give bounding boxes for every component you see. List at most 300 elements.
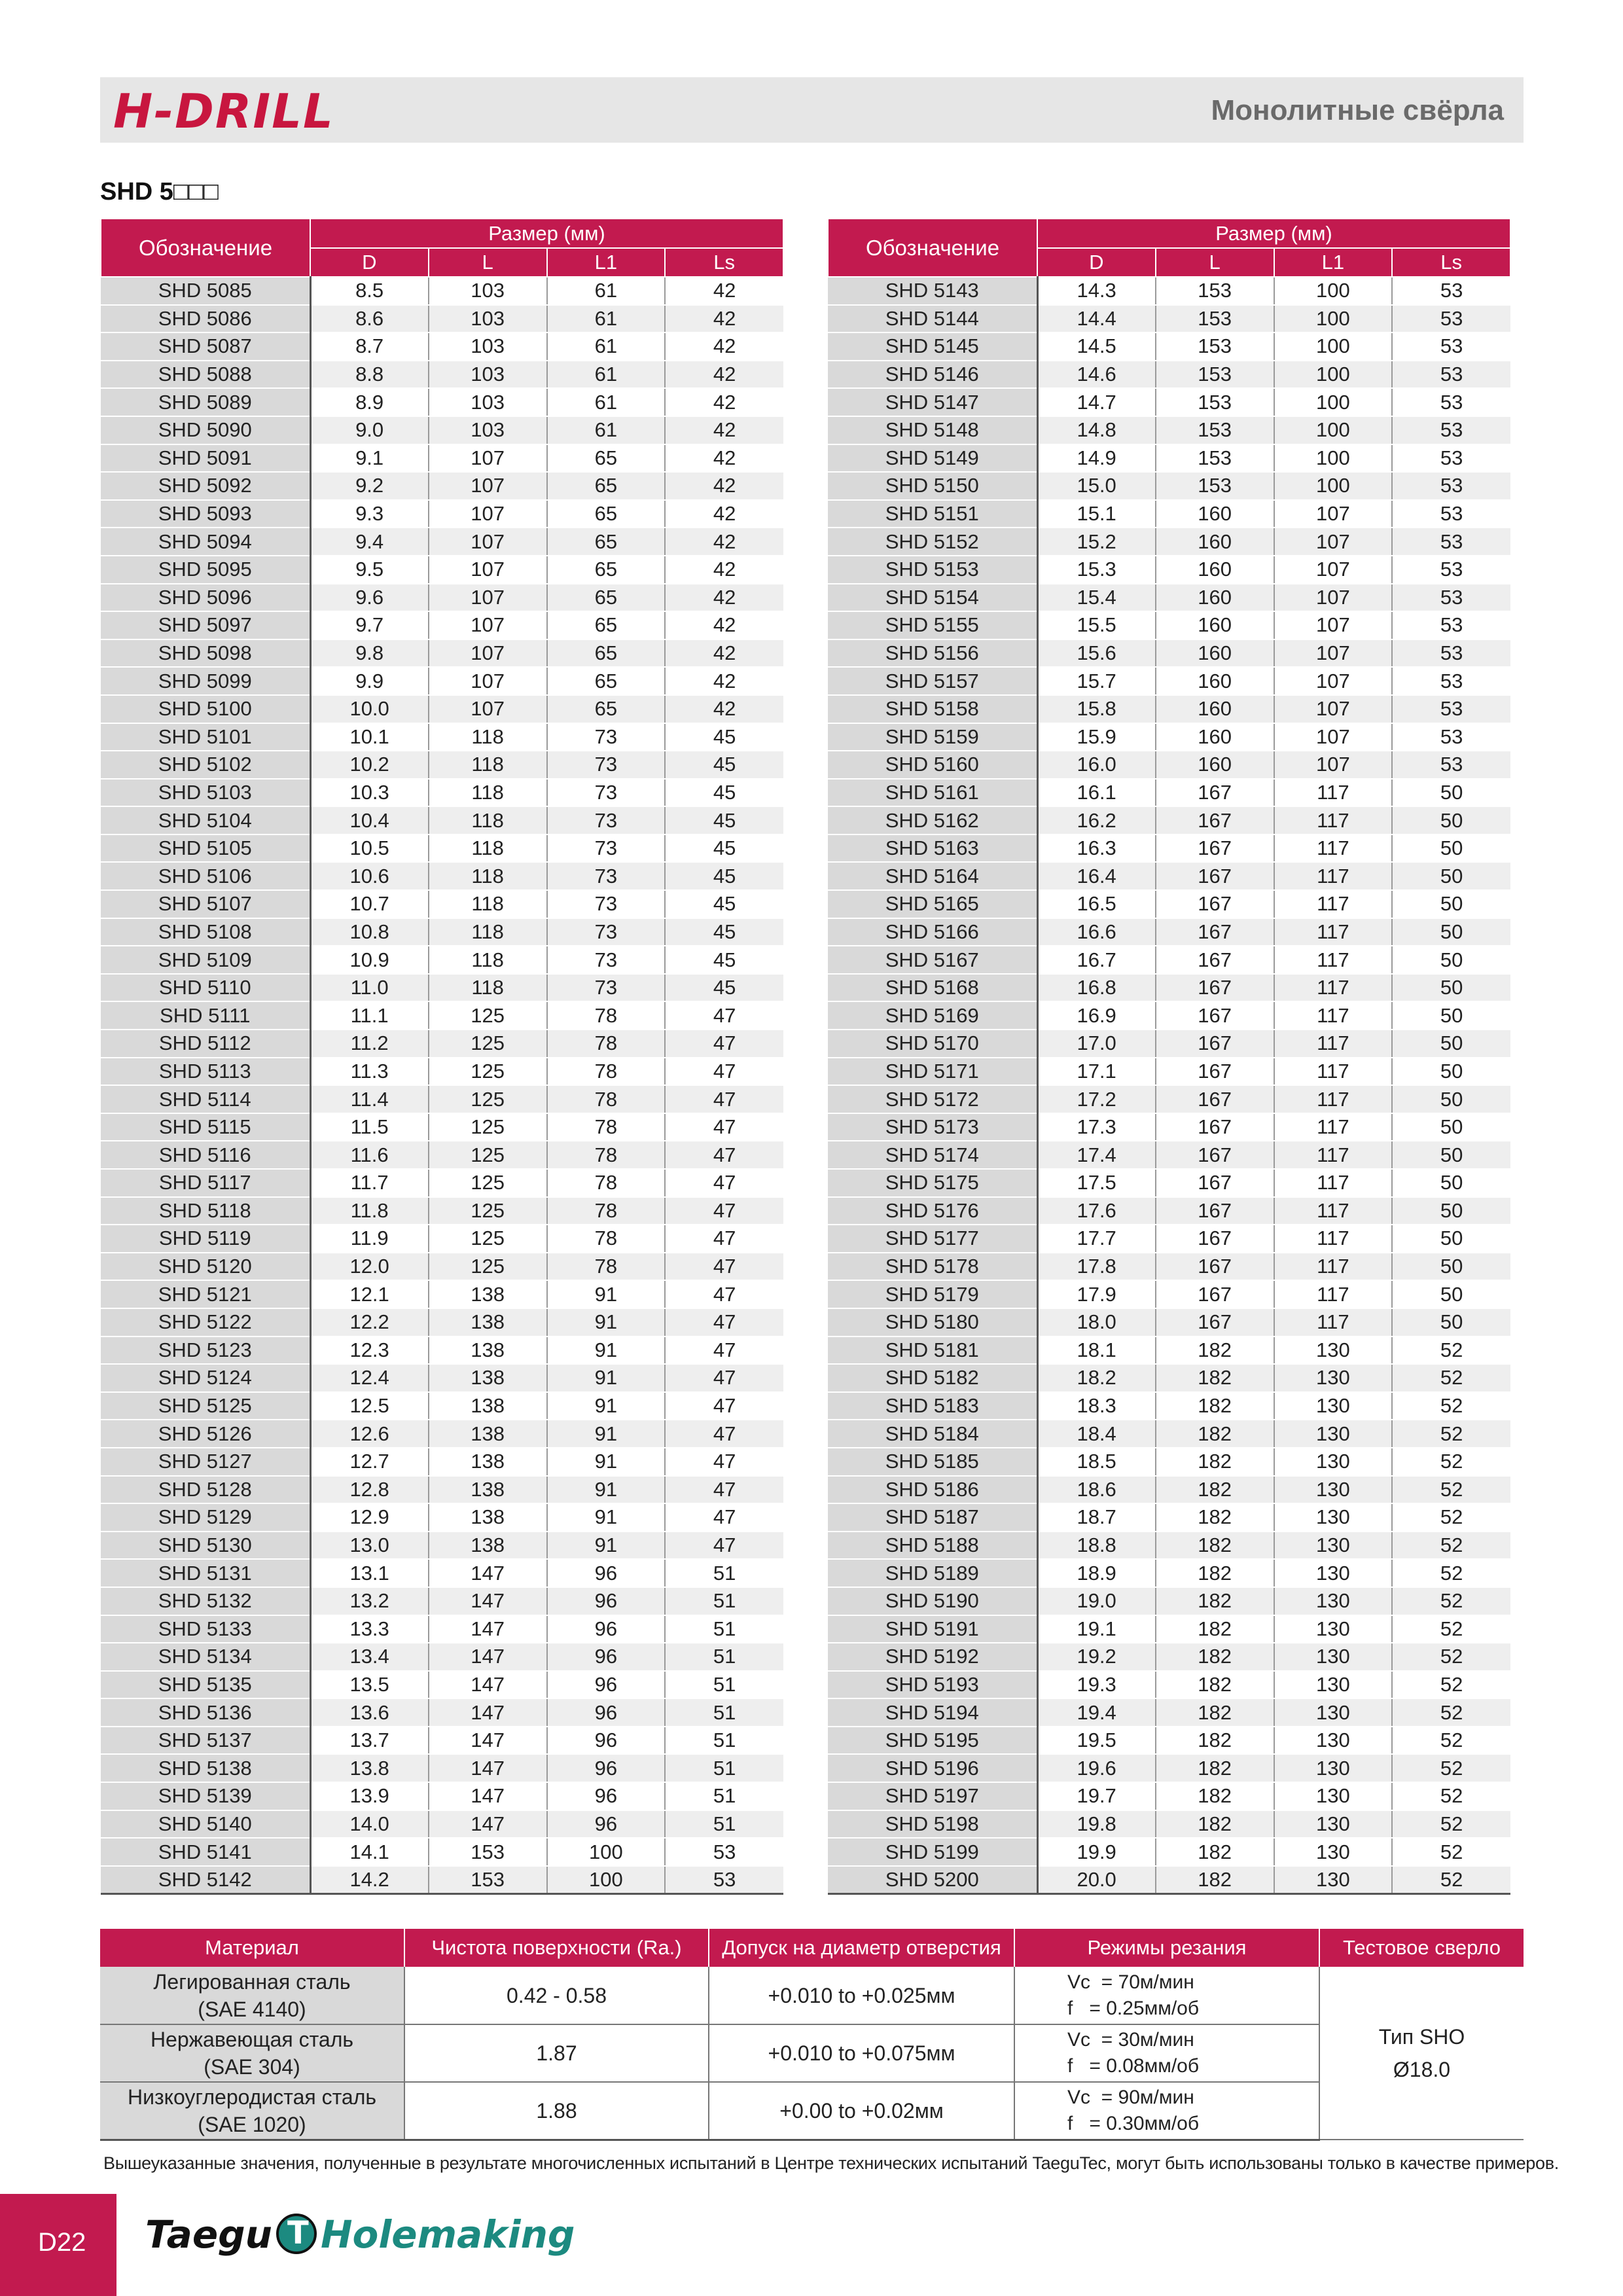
- l1-cell: 107: [1274, 667, 1393, 695]
- l1-cell: 100: [547, 1866, 666, 1894]
- d-cell: 18.2: [1037, 1364, 1156, 1392]
- ls-cell: 50: [1392, 890, 1510, 918]
- d-cell: 8.9: [310, 388, 429, 416]
- l1-cell: 117: [1274, 1253, 1393, 1281]
- table-row: [828, 1030, 1510, 1058]
- ls-cell: 51: [665, 1559, 783, 1587]
- table-row: [101, 472, 783, 500]
- d-cell: 19.5: [1037, 1727, 1156, 1755]
- d-cell: 11.7: [310, 1169, 429, 1197]
- l1-cell: 130: [1274, 1392, 1393, 1420]
- designation-cell: SHD 5184: [828, 1420, 1037, 1448]
- d-cell: 19.1: [1037, 1615, 1156, 1643]
- ls-cell: 47: [665, 1169, 783, 1197]
- table-row: [101, 332, 783, 361]
- ls-cell: 47: [665, 1001, 783, 1030]
- ls-cell: 47: [665, 1225, 783, 1253]
- l1-cell: 65: [547, 667, 666, 695]
- d-cell: 10.9: [310, 946, 429, 974]
- l-cell: 107: [429, 639, 547, 668]
- ls-cell: 52: [1392, 1727, 1510, 1755]
- ls-cell: 53: [665, 1866, 783, 1894]
- d-cell: 13.4: [310, 1643, 429, 1671]
- ls-cell: 45: [665, 918, 783, 946]
- l1-cell: 130: [1274, 1671, 1393, 1699]
- designation-cell: SHD 5186: [828, 1476, 1037, 1504]
- l1-cell: 65: [547, 528, 666, 556]
- l1-cell: 78: [547, 1253, 666, 1281]
- ls-cell: 52: [1392, 1448, 1510, 1476]
- ls-cell: 47: [665, 1364, 783, 1392]
- d-cell: 18.8: [1037, 1532, 1156, 1560]
- table-row: [828, 1587, 1510, 1615]
- ls-cell: 47: [665, 1030, 783, 1058]
- designation-cell: SHD 5092: [101, 472, 310, 500]
- l1-cell: 130: [1274, 1559, 1393, 1587]
- table-row: [101, 1587, 783, 1615]
- designation-cell: SHD 5197: [828, 1782, 1037, 1810]
- l-cell: 182: [1156, 1866, 1274, 1894]
- table-row: [828, 305, 1510, 333]
- designation-cell: SHD 5144: [828, 305, 1037, 333]
- col-ls-header: Ls: [1392, 248, 1510, 277]
- l1-cell: 96: [547, 1559, 666, 1587]
- l1-cell: 91: [547, 1392, 666, 1420]
- table-row: [828, 1169, 1510, 1197]
- ls-cell: 47: [665, 1280, 783, 1308]
- table-row: [828, 1392, 1510, 1420]
- col-d-header: D: [310, 248, 429, 277]
- table-row: [101, 1615, 783, 1643]
- table-row: [828, 695, 1510, 723]
- l1-cell: 61: [547, 361, 666, 389]
- table-row: [828, 779, 1510, 807]
- ls-cell: 45: [665, 946, 783, 974]
- ls-cell: 53: [1392, 639, 1510, 668]
- designation-cell: SHD 5190: [828, 1587, 1037, 1615]
- l1-cell: 117: [1274, 890, 1393, 918]
- ls-cell: 50: [1392, 806, 1510, 834]
- d-cell: 16.2: [1037, 806, 1156, 834]
- l1-cell: 65: [547, 695, 666, 723]
- d-cell: 10.3: [310, 779, 429, 807]
- l1-cell: 100: [1274, 388, 1393, 416]
- l1-cell: 130: [1274, 1532, 1393, 1560]
- ls-cell: 52: [1392, 1671, 1510, 1699]
- l-cell: 118: [429, 723, 547, 751]
- designation-cell: SHD 5178: [828, 1253, 1037, 1281]
- d-cell: 15.7: [1037, 667, 1156, 695]
- d-cell: 11.4: [310, 1085, 429, 1113]
- designation-cell: SHD 5150: [828, 472, 1037, 500]
- designation-cell: SHD 5169: [828, 1001, 1037, 1030]
- ls-cell: 50: [1392, 946, 1510, 974]
- d-cell: 14.9: [1037, 444, 1156, 473]
- designation-cell: SHD 5174: [828, 1141, 1037, 1169]
- table-row: [828, 1727, 1510, 1755]
- l-cell: 138: [429, 1476, 547, 1504]
- l1-cell: 65: [547, 500, 666, 528]
- l-cell: 182: [1156, 1671, 1274, 1699]
- l-cell: 147: [429, 1810, 547, 1839]
- designation-cell: SHD 5192: [828, 1643, 1037, 1671]
- l1-cell: 130: [1274, 1838, 1393, 1866]
- table-row: [828, 1197, 1510, 1225]
- d-cell: 11.6: [310, 1141, 429, 1169]
- l-cell: 147: [429, 1782, 547, 1810]
- col-designation-header: Обозначение: [101, 219, 310, 277]
- ls-cell: 52: [1392, 1698, 1510, 1727]
- l1-cell: 65: [547, 611, 666, 639]
- product-table-left-body: [101, 277, 783, 1893]
- l1-cell: 73: [547, 806, 666, 834]
- d-cell: 13.7: [310, 1727, 429, 1755]
- l-cell: 138: [429, 1420, 547, 1448]
- d-cell: 13.1: [310, 1559, 429, 1587]
- l-cell: 153: [1156, 332, 1274, 361]
- material-cell: Нержавеющая сталь (SAE 304): [100, 2024, 404, 2082]
- table-row: [828, 1810, 1510, 1839]
- ls-cell: 42: [665, 556, 783, 584]
- d-cell: 11.1: [310, 1001, 429, 1030]
- col-l-header: L: [1156, 248, 1274, 277]
- designation-cell: SHD 5095: [101, 556, 310, 584]
- d-cell: 18.7: [1037, 1503, 1156, 1532]
- ls-cell: 47: [665, 1392, 783, 1420]
- designation-cell: SHD 5091: [101, 444, 310, 473]
- l1-cell: 130: [1274, 1420, 1393, 1448]
- designation-cell: SHD 5126: [101, 1420, 310, 1448]
- d-cell: 17.9: [1037, 1280, 1156, 1308]
- d-cell: 16.9: [1037, 1001, 1156, 1030]
- material-cell: Легированная сталь (SAE 4140): [100, 1967, 404, 2024]
- designation-cell: SHD 5088: [101, 361, 310, 389]
- designation-cell: SHD 5096: [101, 584, 310, 612]
- d-cell: 16.1: [1037, 779, 1156, 807]
- designation-cell: SHD 5139: [101, 1782, 310, 1810]
- table-row: [101, 388, 783, 416]
- l1-cell: 91: [547, 1308, 666, 1336]
- ls-cell: 53: [1392, 472, 1510, 500]
- l-cell: 182: [1156, 1838, 1274, 1866]
- ls-cell: 52: [1392, 1643, 1510, 1671]
- designation-cell: SHD 5159: [828, 723, 1037, 751]
- l-cell: 107: [429, 444, 547, 473]
- table-row: [101, 974, 783, 1002]
- designation-cell: SHD 5132: [101, 1587, 310, 1615]
- l-cell: 107: [429, 500, 547, 528]
- table-row: [828, 974, 1510, 1002]
- d-cell: 9.8: [310, 639, 429, 668]
- table-row: [828, 1698, 1510, 1727]
- ls-cell: 51: [665, 1698, 783, 1727]
- l1-cell: 117: [1274, 862, 1393, 890]
- table-row: [100, 1967, 1524, 2024]
- d-cell: 20.0: [1037, 1866, 1156, 1894]
- table-row: [101, 1058, 783, 1086]
- l-cell: 125: [429, 1141, 547, 1169]
- ls-cell: 50: [1392, 1225, 1510, 1253]
- designation-cell: SHD 5087: [101, 332, 310, 361]
- d-cell: 15.3: [1037, 556, 1156, 584]
- designation-cell: SHD 5172: [828, 1085, 1037, 1113]
- l-cell: 182: [1156, 1448, 1274, 1476]
- designation-cell: SHD 5148: [828, 416, 1037, 444]
- d-cell: 17.7: [1037, 1225, 1156, 1253]
- l-cell: 138: [429, 1308, 547, 1336]
- ls-cell: 53: [1392, 332, 1510, 361]
- h-drill-logo: H-DRILL: [113, 84, 334, 139]
- d-cell: 19.3: [1037, 1671, 1156, 1699]
- l-cell: 160: [1156, 723, 1274, 751]
- table-row: [101, 890, 783, 918]
- cutting-data-table: [100, 1929, 1524, 2141]
- table-row: [828, 1615, 1510, 1643]
- cutting-conditions-cell: Vc = 30м/мин f = 0.08мм/об: [1014, 2024, 1319, 2082]
- d-cell: 19.9: [1037, 1838, 1156, 1866]
- d-cell: 9.9: [310, 667, 429, 695]
- table-row: [101, 444, 783, 473]
- d-cell: 9.4: [310, 528, 429, 556]
- l1-cell: 117: [1274, 779, 1393, 807]
- col-designation-header: Обозначение: [828, 219, 1037, 277]
- l-cell: 125: [429, 1030, 547, 1058]
- d-cell: 16.6: [1037, 918, 1156, 946]
- d-cell: 10.1: [310, 723, 429, 751]
- table-row: [101, 639, 783, 668]
- l1-cell: 130: [1274, 1503, 1393, 1532]
- l1-cell: 73: [547, 834, 666, 863]
- table-row: [101, 1754, 783, 1782]
- l1-cell: 73: [547, 918, 666, 946]
- d-cell: 9.7: [310, 611, 429, 639]
- designation-cell: SHD 5124: [101, 1364, 310, 1392]
- designation-cell: SHD 5122: [101, 1308, 310, 1336]
- designation-cell: SHD 5131: [101, 1559, 310, 1587]
- ls-cell: 45: [665, 723, 783, 751]
- ls-cell: 42: [665, 472, 783, 500]
- d-cell: 18.6: [1037, 1476, 1156, 1504]
- l1-cell: 107: [1274, 500, 1393, 528]
- d-cell: 12.1: [310, 1280, 429, 1308]
- designation-cell: SHD 5153: [828, 556, 1037, 584]
- table-row: [101, 779, 783, 807]
- l-cell: 118: [429, 834, 547, 863]
- table-row: [101, 1253, 783, 1281]
- d-cell: 18.9: [1037, 1559, 1156, 1587]
- l1-cell: 100: [1274, 416, 1393, 444]
- l-cell: 153: [429, 1866, 547, 1894]
- table-row: [828, 1253, 1510, 1281]
- ls-cell: 53: [1392, 361, 1510, 389]
- l-cell: 167: [1156, 1197, 1274, 1225]
- table-row: [828, 444, 1510, 473]
- ls-cell: 53: [1392, 611, 1510, 639]
- l1-cell: 73: [547, 890, 666, 918]
- designation-cell: SHD 5128: [101, 1476, 310, 1504]
- d-cell: 16.5: [1037, 890, 1156, 918]
- l1-cell: 73: [547, 723, 666, 751]
- d-cell: 10.7: [310, 890, 429, 918]
- l-cell: 147: [429, 1671, 547, 1699]
- ls-cell: 52: [1392, 1587, 1510, 1615]
- table-row: [828, 1671, 1510, 1699]
- designation-cell: SHD 5151: [828, 500, 1037, 528]
- l-cell: 167: [1156, 1058, 1274, 1086]
- l1-cell: 91: [547, 1336, 666, 1365]
- tolerance-cell: +0.00 to +0.02мм: [709, 2082, 1014, 2140]
- table-row: [828, 1503, 1510, 1532]
- l1-cell: 61: [547, 416, 666, 444]
- table-row: [101, 1030, 783, 1058]
- d-cell: 13.9: [310, 1782, 429, 1810]
- designation-cell: SHD 5200: [828, 1866, 1037, 1894]
- d-cell: 12.5: [310, 1392, 429, 1420]
- d-cell: 17.2: [1037, 1085, 1156, 1113]
- cutting-conditions-cell: Vc = 70м/мин f = 0.25мм/об: [1014, 1967, 1319, 2024]
- l1-cell: 65: [547, 584, 666, 612]
- table-row: [828, 918, 1510, 946]
- table-row: [101, 1448, 783, 1476]
- l1-cell: 73: [547, 779, 666, 807]
- table-row: [101, 1782, 783, 1810]
- d-cell: 11.2: [310, 1030, 429, 1058]
- l1-cell: 73: [547, 946, 666, 974]
- d-cell: 15.6: [1037, 639, 1156, 668]
- designation-cell: SHD 5116: [101, 1141, 310, 1169]
- ls-cell: 51: [665, 1587, 783, 1615]
- designation-cell: SHD 5199: [828, 1838, 1037, 1866]
- designation-cell: SHD 5188: [828, 1532, 1037, 1560]
- l-cell: 107: [429, 584, 547, 612]
- d-cell: 16.0: [1037, 751, 1156, 779]
- l-cell: 182: [1156, 1643, 1274, 1671]
- ls-cell: 42: [665, 361, 783, 389]
- table-row: [101, 416, 783, 444]
- table-row: [828, 361, 1510, 389]
- designation-cell: SHD 5130: [101, 1532, 310, 1560]
- ls-cell: 53: [1392, 388, 1510, 416]
- designation-cell: SHD 5171: [828, 1058, 1037, 1086]
- l1-cell: 107: [1274, 611, 1393, 639]
- ls-cell: 42: [665, 611, 783, 639]
- l-cell: 160: [1156, 639, 1274, 668]
- designation-cell: SHD 5189: [828, 1559, 1037, 1587]
- l-cell: 167: [1156, 779, 1274, 807]
- l1-cell: 65: [547, 639, 666, 668]
- l-cell: 107: [429, 667, 547, 695]
- ls-cell: 42: [665, 332, 783, 361]
- l1-cell: 61: [547, 277, 666, 305]
- designation-cell: SHD 5149: [828, 444, 1037, 473]
- product-table-right: [827, 218, 1511, 1895]
- d-cell: 13.6: [310, 1698, 429, 1727]
- l-cell: 147: [429, 1754, 547, 1782]
- ls-cell: 52: [1392, 1838, 1510, 1866]
- ls-cell: 42: [665, 667, 783, 695]
- table-row: [828, 556, 1510, 584]
- l-cell: 167: [1156, 1113, 1274, 1141]
- designation-cell: SHD 5166: [828, 918, 1037, 946]
- l-cell: 182: [1156, 1476, 1274, 1504]
- ls-cell: 51: [665, 1782, 783, 1810]
- d-cell: 14.2: [310, 1866, 429, 1894]
- designation-cell: SHD 5109: [101, 946, 310, 974]
- d-cell: 12.7: [310, 1448, 429, 1476]
- table-row: [101, 1308, 783, 1336]
- designation-cell: SHD 5147: [828, 388, 1037, 416]
- page-title: Монолитные свёрла: [1211, 94, 1504, 126]
- l1-cell: 130: [1274, 1866, 1393, 1894]
- designation-cell: SHD 5177: [828, 1225, 1037, 1253]
- brand-logo: TaeguT Holemaking: [145, 2212, 575, 2257]
- designation-cell: SHD 5154: [828, 584, 1037, 612]
- d-cell: 8.8: [310, 361, 429, 389]
- table-row: [828, 1866, 1510, 1894]
- d-cell: 9.1: [310, 444, 429, 473]
- designation-cell: SHD 5129: [101, 1503, 310, 1532]
- header-tolerance: Допуск на диаметр отверстия: [709, 1929, 1014, 1967]
- l-cell: 103: [429, 332, 547, 361]
- l-cell: 125: [429, 1253, 547, 1281]
- l1-cell: 61: [547, 332, 666, 361]
- ls-cell: 53: [1392, 723, 1510, 751]
- l-cell: 167: [1156, 974, 1274, 1002]
- l-cell: 182: [1156, 1392, 1274, 1420]
- ls-cell: 53: [1392, 751, 1510, 779]
- l1-cell: 130: [1274, 1336, 1393, 1365]
- l-cell: 160: [1156, 584, 1274, 612]
- l-cell: 138: [429, 1448, 547, 1476]
- l-cell: 118: [429, 862, 547, 890]
- ls-cell: 52: [1392, 1754, 1510, 1782]
- designation-cell: SHD 5155: [828, 611, 1037, 639]
- ls-cell: 52: [1392, 1615, 1510, 1643]
- ls-cell: 50: [1392, 1308, 1510, 1336]
- l1-cell: 91: [547, 1364, 666, 1392]
- l-cell: 125: [429, 1058, 547, 1086]
- designation-cell: SHD 5119: [101, 1225, 310, 1253]
- d-cell: 11.8: [310, 1197, 429, 1225]
- designation-cell: SHD 5146: [828, 361, 1037, 389]
- designation-cell: SHD 5170: [828, 1030, 1037, 1058]
- l-cell: 118: [429, 779, 547, 807]
- l1-cell: 65: [547, 444, 666, 473]
- designation-cell: SHD 5193: [828, 1671, 1037, 1699]
- l-cell: 153: [1156, 444, 1274, 473]
- l-cell: 147: [429, 1587, 547, 1615]
- ls-cell: 42: [665, 584, 783, 612]
- table-row: [101, 1476, 783, 1504]
- table-row: [828, 472, 1510, 500]
- table-row: [101, 1197, 783, 1225]
- d-cell: 15.4: [1037, 584, 1156, 612]
- ls-cell: 53: [1392, 500, 1510, 528]
- d-cell: 13.2: [310, 1587, 429, 1615]
- l-cell: 147: [429, 1727, 547, 1755]
- ls-cell: 52: [1392, 1392, 1510, 1420]
- l1-cell: 73: [547, 862, 666, 890]
- table-row: [101, 1336, 783, 1365]
- l1-cell: 117: [1274, 1225, 1393, 1253]
- l-cell: 167: [1156, 1169, 1274, 1197]
- d-cell: 14.5: [1037, 332, 1156, 361]
- l-cell: 118: [429, 890, 547, 918]
- d-cell: 15.1: [1037, 500, 1156, 528]
- d-cell: 12.8: [310, 1476, 429, 1504]
- surface-finish-cell: 1.88: [404, 2082, 709, 2140]
- designation-cell: SHD 5198: [828, 1810, 1037, 1839]
